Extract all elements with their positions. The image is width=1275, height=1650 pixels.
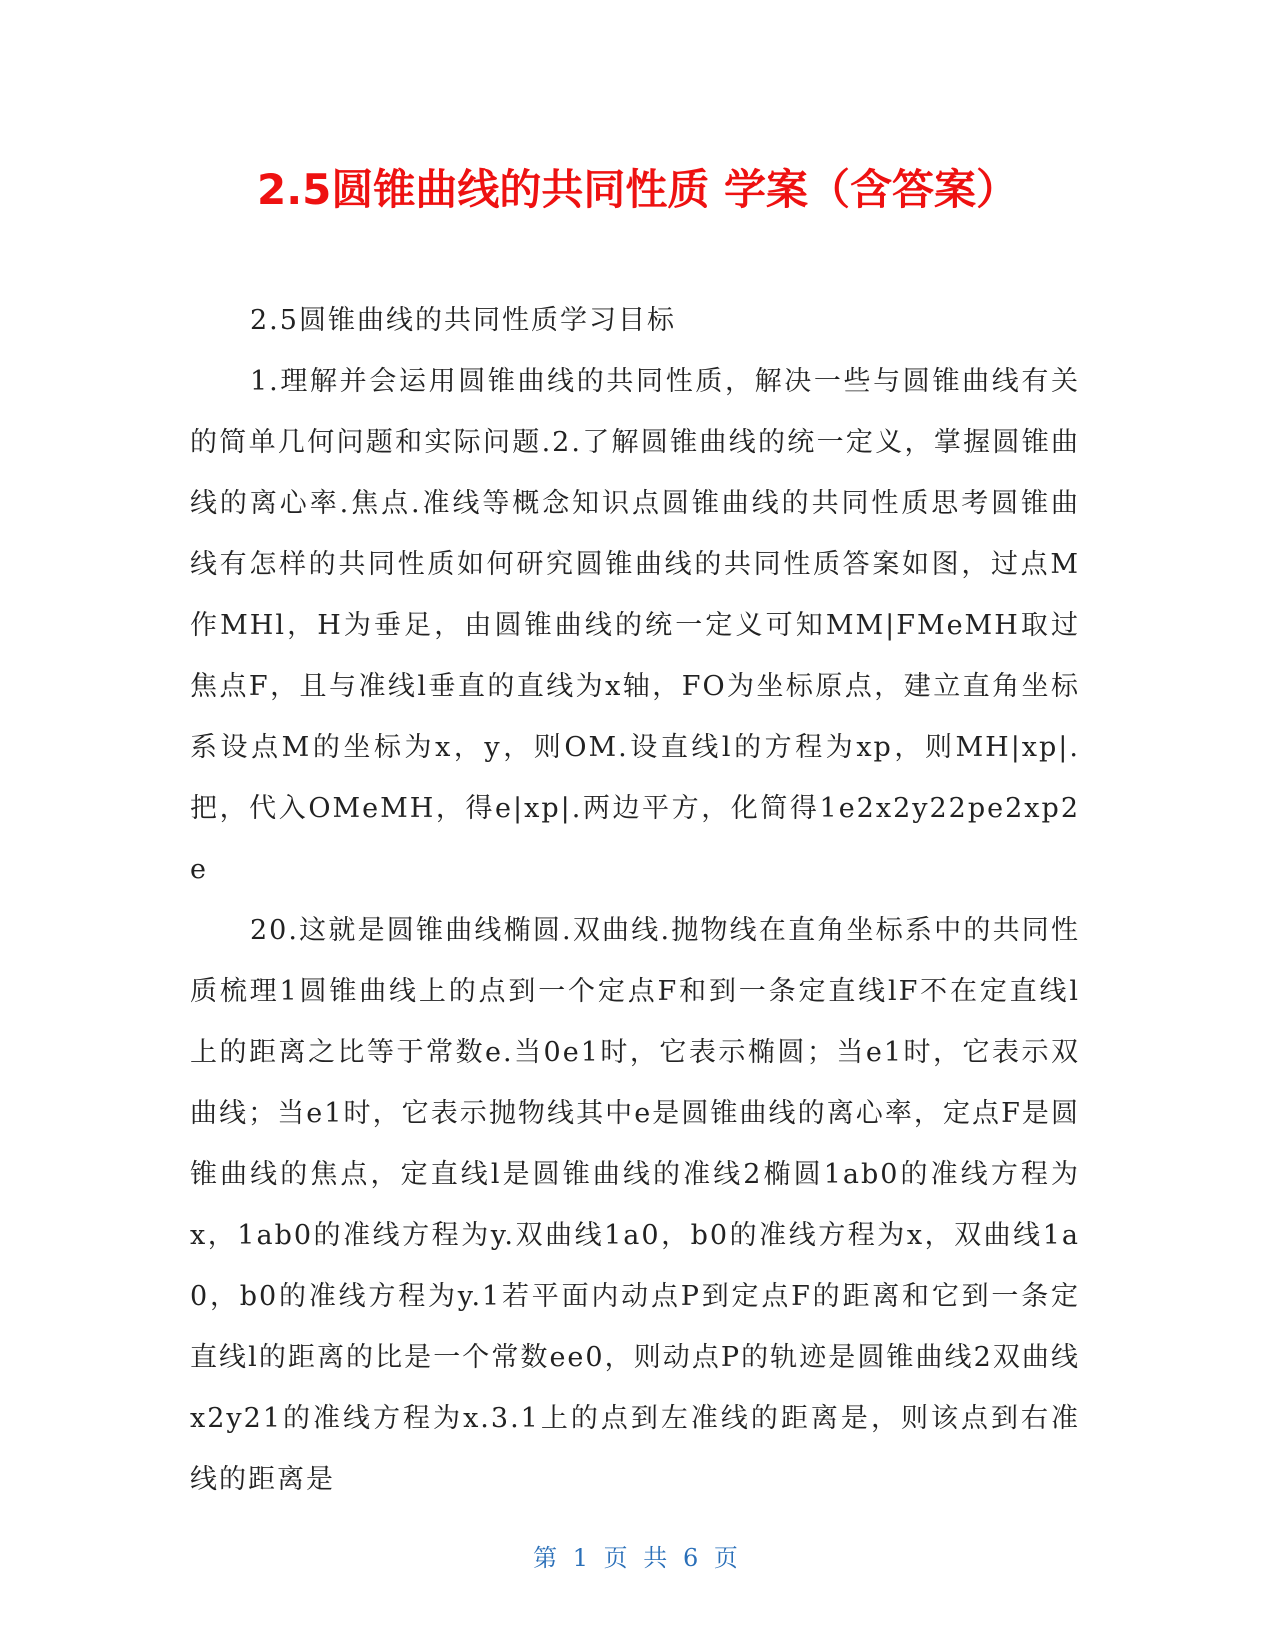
paragraph-learning-goals-heading: 2.5圆锥曲线的共同性质学习目标 [250,305,676,336]
document-title: 2.5圆锥曲线的共同性质 学案（含答案） [256,165,1019,214]
page-footer-page-number: 第 1 页 共 6 页 [533,1544,742,1572]
paragraph-summary-and-exercises: 20.这就是圆锥曲线椭圆.双曲线.抛物线在直角坐标系中的共同性质梳理1圆锥曲线上的点到一个定点F和到一条定直线lF不在定直线l上的距离之比等于常数e.当0e1时，它表示椭圆；当e1时，它表示双曲线；当e1时，它表示抛物线其中e是圆锥曲线的离心率，定点F是圆锥曲线的焦点，定直线l是圆锥曲线的准线2椭圆1ab0的准线方程为x，1ab0的准线方程为y.双曲线1a0，b0的准线方程为x，双曲线1a0，b0的准线方程为y.1若平面内动点P到定点F的距离和它到一条定直线l的距离的比是一个常数ee0，则动点P的轨迹是圆锥曲线2双曲线x2y21的准线方程为x.3.1上的点到左准线的距离是，则该点到右准线的距离是 [190,915,1080,1495]
paragraph-objectives-and-derivation: 1.理解并会运用圆锥曲线的共同性质，解决一些与圆锥曲线有关的简单几何问题和实际问题.2.了解圆锥曲线的统一定义，掌握圆锥曲线的离心率.焦点.准线等概念知识点圆锥曲线的共同性质思考圆锥曲线有怎样的共同性质如何研究圆锥曲线的共同性质答案如图，过点M作MHl，H为垂足，由圆锥曲线的统一定义可知MM|FMeMH取过焦点F，且与准线l垂直的直线为x轴，FO为坐标原点，建立直角坐标系设点M的坐标为x，y，则OM.设直线l的方程为xp，则MH|xp|.把，代入OMeMH，得e|xp|.两边平方，化简得1e2x2y22pe2xp2e [190,366,1080,885]
document-body [190,290,1080,1510]
